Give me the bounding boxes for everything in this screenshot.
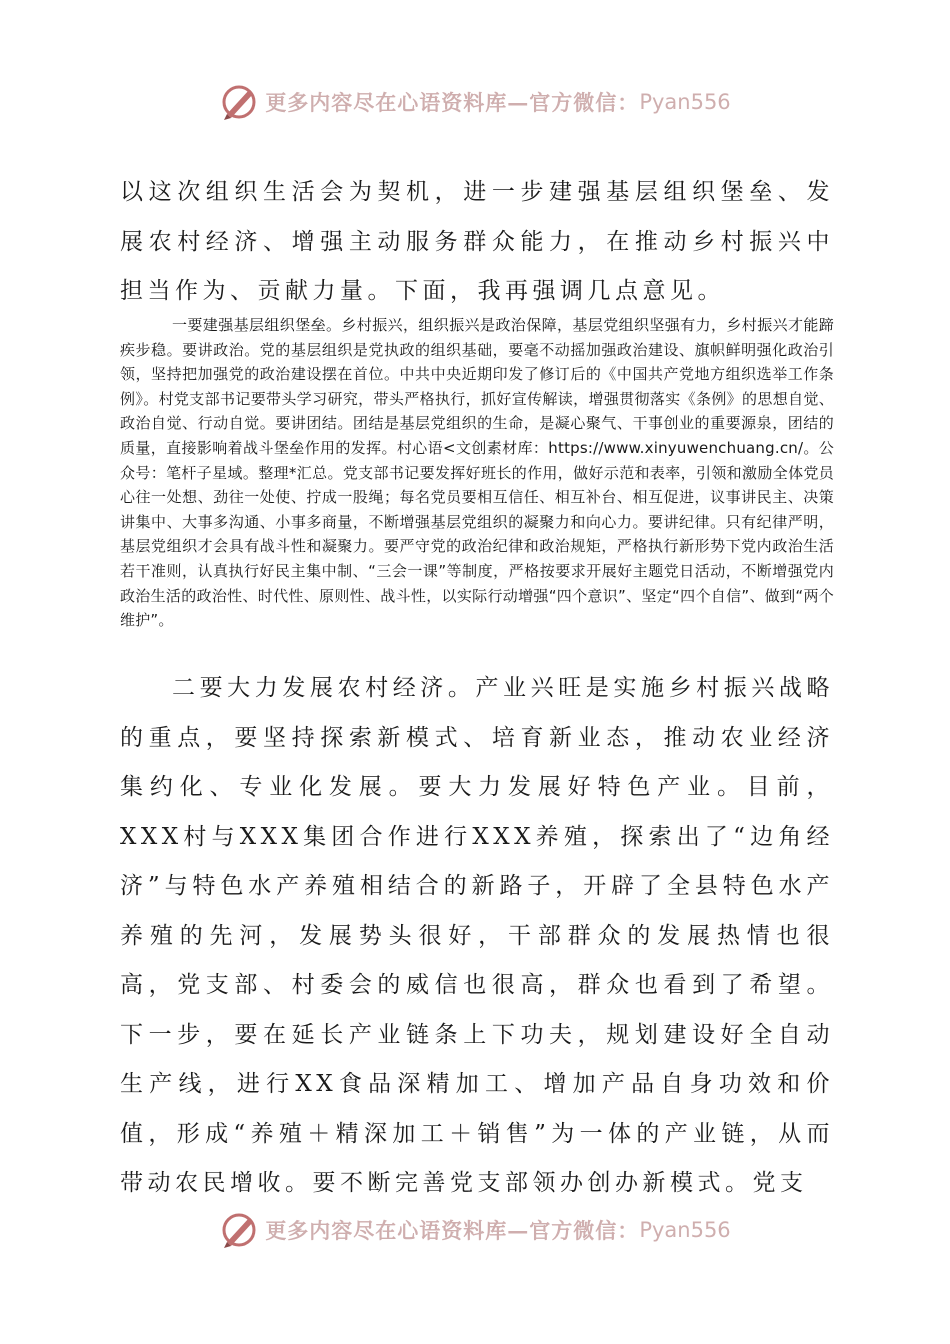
watermark-wechat-id: Pyan556	[639, 1218, 731, 1242]
watermark-text: 更多内容尽在心语资料库—官方微信：	[265, 90, 640, 115]
paragraph-intro: 以这次组织生活会为契机，进一步建强基层组织堡垒、发展农村经济、增强主动服务群众能力，在推动乡村振兴中担当作为、贡献力量。下面，我再强调几点意见。	[120, 179, 834, 304]
watermark-wechat-id: Pyan556	[639, 90, 731, 114]
paragraph-economy: 二要大力发展农村经济。产业兴旺是实施乡村振兴战略的重点，要坚持探索新模式、培育新业态，推动农业经济集约化、专业化发展。要大力发展好特色产业。目前，XXX村与XXX集团合作进行XXX养殖，探索出了“边角经济”与特色水产养殖相结合的新路子，开辟了全县特色水产养殖的先河，发展势头很好，干部群众的发展热情也很高，党支部、村委会的威信也很高，群众也看到了希望。下一步，要在延长产业链条上下功夫，规划建设好全自动生产线，进行XX食品深精加工、增加产品自身功效和价值，形成“养殖＋精深加工＋销售”为一体的产业链，从而带动农民增收。要不断完善党支部领办创办新模式。党支	[120, 675, 834, 1196]
pen-logo-icon	[219, 1210, 259, 1250]
pen-logo-icon	[219, 82, 259, 122]
header-watermark	[0, 80, 950, 124]
paragraph-organization: 一要建强基层组织堡垒。乡村振兴，组织振兴是政治保障，基层党组织坚强有力，乡村振兴才能蹄疾步稳。要讲政治。党的基层组织是党执政的组织基础，要毫不动摇加强政治建设、旗帜鲜明强化政治引领，坚持把加强党的政治建设摆在首位。中共中央近期印发了修订后的《中国共产党地方组织选举工作条例》。村党支部书记要带头学习研究，带头严格执行，抓好宣传解读，增强贯彻落实《条例》的思想自觉、政治自觉、行动自觉。要讲团结。团结是基层党组织的生命，是凝心聚气、干事创业的重要源泉，团结的质量，直接影响着战斗堡垒作用的发挥。村心语<文创素材库：https://www.xinyuwenchuang.cn/。公众号：笔杆子星域。整理*汇总。党支部书记要发挥好班长的作用，做好示范和表率，引领和激励全体党员心往一处想、劲往一处使、拧成一股绳；每名党员要相互信任、相互补台、相互促进，议事讲民主、决策讲集中、大事多沟通、小事多商量，不断增强基层党组织的凝聚力和向心力。要讲纪律。只有纪律严明，基层党组织才会具有战斗性和凝聚力。要严守党的政治纪律和政治规矩，严格执行新形势下党内政治生活若干准则，认真执行好民主集中制、“三会一课”等制度，严格按要求开展好主题党日活动，不断增强党内政治生活的政治性、时代性、原则性、战斗性，以实际行动增强“四个意识”、坚定“四个自信”、做到“两个维护”。	[120, 316, 834, 630]
footer-watermark	[0, 1208, 950, 1252]
watermark-text: 更多内容尽在心语资料库—官方微信：	[265, 1218, 640, 1243]
